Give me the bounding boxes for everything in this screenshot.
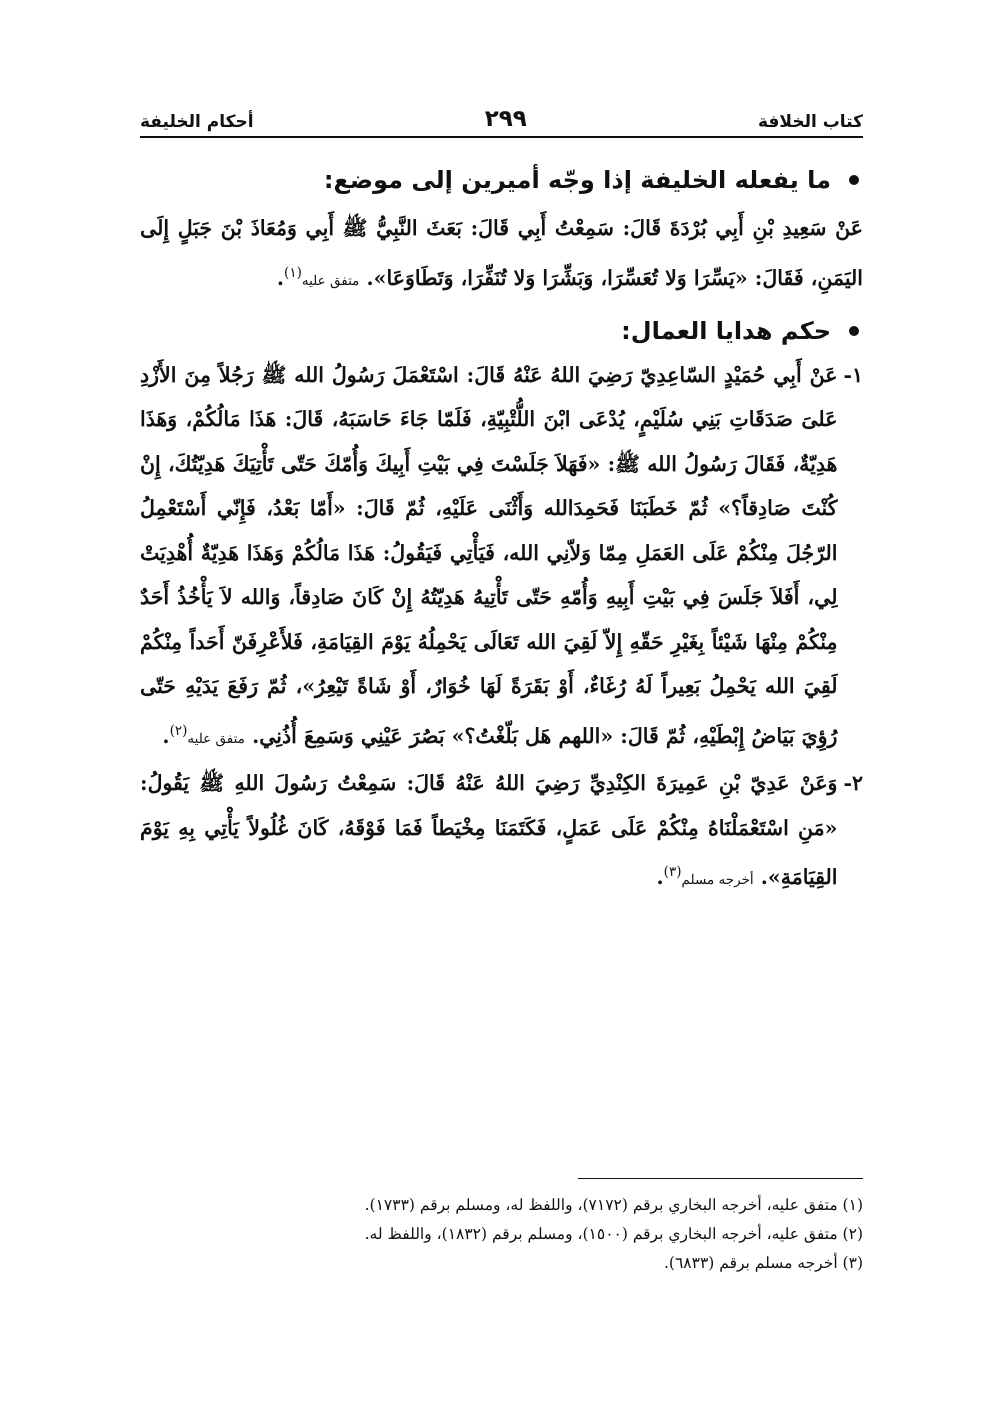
footnote: (١) متفق عليه، أخرجه البخاري برقم (٧١٧٢)، واللفظ له، ومسلم برقم (١٧٣٣). xyxy=(364,1196,863,1214)
bullet-icon xyxy=(849,326,859,336)
header-book-title: كتاب الخلافة xyxy=(757,112,863,132)
footnote-ref: (١) xyxy=(284,264,302,281)
item-number: ٢- xyxy=(843,771,863,796)
hadith-item xyxy=(140,761,863,902)
footnote-ref: (٣) xyxy=(663,864,682,881)
section-heading-text: حكم هدايا العمال: xyxy=(621,316,831,345)
hadith-text: عَنْ أَبِي حُمَيْدٍ السّاعِدِيّ رَضِيَ اللهُ عَنْهُ قَالَ: اسْتَعْمَلَ رَسُولُ الله ﷺ رَجُلاً مِنَ الأَزْدِ عَلىَ صَدَقَاتِ بَنِي سُلَيْمٍ، يُدْعَى ابْنَ اللُّتْبِيّةِ، فَلَمّا جَاءَ حَاسَبَهُ، قَالَ: هَذَا مَالُكُمْ، وَهَذَا هَدِيّةٌ، فَقَالَ رَسُولُ الله ﷺ: «فَهَلاَ جَلَسْتَ فِي بَيْتِ أَبِيكَ وَأُمّكَ حَتّى تَأْتِيَكَ هَدِيّتُكَ، إِنْ كُنْتَ صَادِقاً؟» ثُمّ خَطَبَنَا فَحَمِدَالله وَأَثْنَى عَلَيْهِ، ثُمّ قَالَ: «أَمّا بَعْدُ، فَإِنّي أَسْتَعْمِلُ الرّجُلَ مِنْكُمْ عَلَى العَمَلِ مِمّا وَلاّنِي الله، فَيَأْتِي فَيَقُولُ: هَذَا مَالُكُمْ وَهَذَا هَدِيّةٌ أُهْدِيَتْ لِي، أَفَلاَ جَلَسَ فِي بَيْتِ أَبِيهِ وَأُمّهِ حَتّى تَأْتِيهُ هَدِيّتُهُ إِنْ كَانَ صَادِقاً، وَالله لاَ يَأْخُذُ أَحَدٌ مِنْكُمْ مِنْهَا شَيْئاً بِغَيْرِ حَقّهِ إِلاّ لَقِيَ الله تَعَالَى يَحْمِلُهُ يَوْمَ القِيَامَةِ، فَلأَعْرِفَنّ أَحَداً مِنْكُمْ لَقِيَ الله يَحْمِلُ بَعِيراً لَهُ رُغَاءٌ، أَوْ بَقَرَةً لَهَا خُوَارٌ، أَوْ شَاةً تَيْعِرُ»، ثُمّ رَفَعَ يَدَيْهِ حَتّى رُؤِيَ بَيَاضُ إِبْطَيْهِ، ثُمّ قَالَ: «اللهم هَل بَلّغْتُ؟» بَصُرَ عَيْنِي وَسَمِعَ أُذُنِي. xyxy=(140,362,838,748)
hadith-item-body: وَعَنْ عَدِيّ بْنِ عَمِيرَةَ الكِنْدِيِّ رَضِيَ اللهُ عَنْهُ قَالَ: سَمِعْتُ رَسُولَ اللهِ ﷺ يَقُولُ: «مَنِ اسْتَعْمَلْنَاهُ مِنْكُمْ عَلَى عَمَلٍ، فَكَتَمَنَا مِخْيَطاً فَمَا فَوْقَهُ، كَانَ غُلُولاً يَأْتِي بِهِ يَوْمَ القِيَامَةِ». أخرجه مسلم$^{(٣)}$. xyxy=(140,771,838,889)
hadith-text: عَنْ سَعِيدِ بْنِ أَبِي بُرْدَةَ قَالَ: سَمِعْتُ أَبِي قَالَ: بَعَثَ النَّبِيُّ ﷺ أَبِي وَمُعَاذَ بْنَ جَبَلٍ إِلَى اليَمَنِ، فَقَالَ: «يَسِّرَا وَلا تُعَسِّرَا، وَبَشِّرَا وَلا تُنَفِّرَا، وَتَطَاوَعَا». xyxy=(140,216,863,290)
footnotes xyxy=(140,1178,863,1278)
footnote: (٣) أخرجه مسلم برقم (٦٨٣٣). xyxy=(664,1254,863,1272)
hadith-source: متفق عليه xyxy=(301,272,360,289)
section-heading xyxy=(140,309,863,353)
hadith-source: متفق عليه xyxy=(187,730,245,747)
hadith-text: وَعَنْ عَدِيّ بْنِ عَمِيرَةَ الكِنْدِيِّ رَضِيَ اللهُ عَنْهُ قَالَ: سَمِعْتُ رَسُولَ اللهِ ﷺ يَقُولُ: «مَنِ اسْتَعْمَلْنَاهُ مِنْكُمْ عَلَى عَمَلٍ، فَكَتَمَنَا مِخْيَطاً فَمَا فَوْقَهُ، كَانَ غُلُولاً يَأْتِي بِهِ يَوْمَ القِيَامَةِ». xyxy=(140,771,838,889)
item-number: ١- xyxy=(843,362,863,387)
running-header xyxy=(140,92,863,138)
footnote-divider xyxy=(578,1178,863,1179)
hadith-paragraph: عَنْ سَعِيدِ بْنِ أَبِي بُرْدَةَ قَالَ: سَمِعْتُ أَبِي قَالَ: بَعَثَ النَّبِيُّ ﷺ أَبِي وَمُعَاذَ بْنَ جَبَلٍ إِلَى اليَمَنِ، فَقَالَ: «يَسِّرَا وَلا تُعَسِّرَا، وَبَشِّرَا وَلا تُنَفِّرَا، وَتَطَاوَعَا». متفق عليه$^{(١)}$. xyxy=(140,216,863,290)
hadith-item xyxy=(140,353,863,761)
page-number: ٢٩٩ xyxy=(484,106,527,132)
footnote: (٢) متفق عليه، أخرجه البخاري برقم (١٥٠٠)، ومسلم برقم (١٨٣٢)، واللفظ له. xyxy=(364,1225,863,1243)
hadith-item-body: عَنْ أَبِي حُمَيْدٍ السّاعِدِيّ رَضِيَ اللهُ عَنْهُ قَالَ: اسْتَعْمَلَ رَسُولُ الله ﷺ رَجُلاً مِنَ الأَزْدِ عَلىَ صَدَقَاتِ بَنِي سُلَيْمٍ، يُدْعَى ابْنَ اللُّتْبِيّةِ، فَلَمّا جَاءَ حَاسَبَهُ، قَالَ: هَذَا مَالُكُمْ، وَهَذَا هَدِيّةٌ، فَقَالَ رَسُولُ الله ﷺ: «فَهَلاَ جَلَسْتَ فِي بَيْتِ أَبِيكَ وَأُمّكَ حَتّى تَأْتِيَكَ هَدِيّتُكَ، إِنْ كُنْتَ صَادِقاً؟» ثُمّ خَطَبَنَا فَحَمِدَالله وَأَثْنَى عَلَيْهِ، ثُمّ قَالَ: «أَمّا بَعْدُ، فَإِنّي أَسْتَعْمِلُ الرّجُلَ مِنْكُمْ عَلَى العَمَلِ مِمّا وَلاّنِي الله، فَيَأْتِي فَيَقُولُ: هَذَا مَالُكُمْ وَهَذَا هَدِيّةٌ أُهْدِيَتْ لِي، أَفَلاَ جَلَسَ فِي بَيْتِ أَبِيهِ وَأُمّهِ حَتّى تَأْتِيهُ هَدِيّتُهُ إِنْ كَانَ صَادِقاً، وَالله لاَ يَأْخُذُ أَحَدٌ مِنْكُمْ مِنْهَا شَيْئاً بِغَيْرِ حَقّهِ إِلاّ لَقِيَ الله تَعَالَى يَحْمِلُهُ يَوْمَ القِيَامَةِ، فَلأَعْرِفَنّ أَحَداً مِنْكُمْ لَقِيَ الله يَحْمِلُ بَعِيراً لَهُ رُغَاءٌ، أَوْ بَقَرَةً لَهَا خُوَارٌ، أَوْ شَاةً تَيْعِرُ»، ثُمّ رَفَعَ يَدَيْهِ حَتّى رُؤِيَ بَيَاضُ إِبْطَيْهِ، ثُمّ قَالَ: «اللهم هَل بَلّغْتُ؟» بَصُرَ عَيْنِي وَسَمِعَ أُذُنِي. متفق عليه$^{(٢)}$. xyxy=(140,362,838,748)
section-heading-text: ما يفعله الخليفة إذا وجّه أميرين إلى موضع: xyxy=(323,166,831,194)
header-chapter-title: أحكام الخليفة xyxy=(140,112,254,132)
bullet-icon xyxy=(849,175,859,185)
section-heading xyxy=(140,158,863,202)
main-content xyxy=(140,158,863,902)
hadith-source: أخرجه مسلم xyxy=(681,871,754,888)
footnote-ref: (٢) xyxy=(169,722,188,739)
